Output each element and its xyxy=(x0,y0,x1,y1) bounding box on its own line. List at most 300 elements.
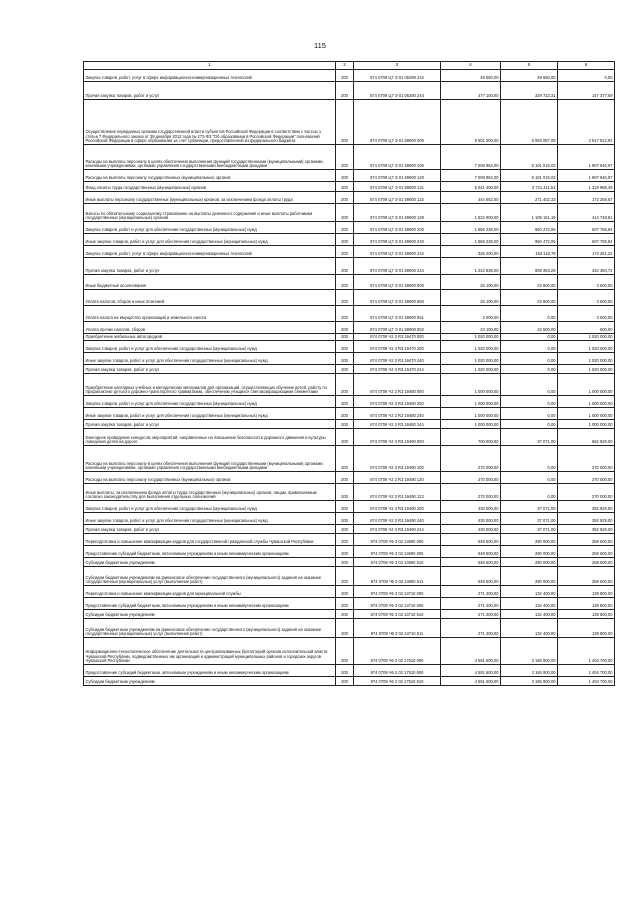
table-row xyxy=(84,638,615,665)
row-description: Расходы на выплаты персоналу в целях обеспечения выполнения функций государственными (муниципальными) органами, казенными учреждениями, органами управления государственными внебюджетными фондами xyxy=(84,145,336,170)
row-executed-amount: 3 721 411,51 xyxy=(501,182,558,192)
table-row xyxy=(84,70,615,82)
row-executed-amount: 271 402,33 xyxy=(501,192,558,204)
row-approved-amount: 4 591 600,00 xyxy=(441,677,501,686)
row-description: Приобретение мобильных автогородков xyxy=(84,334,336,341)
row-executed-amount: 0,00 xyxy=(501,408,558,420)
row-executed-amount: 808 353,28 xyxy=(501,258,558,275)
row-description: Прочая закупка товаров, работ и услуг xyxy=(84,525,336,534)
row-budget-classification-code: 874 0709 Ч2 3 R3 19480 244 xyxy=(354,420,441,429)
row-approved-amount: 7 008 962,00 xyxy=(441,170,501,182)
row-executed-amount: 0,00 xyxy=(501,446,558,472)
row-executed-amount: 0,00 xyxy=(501,472,558,484)
row-unexecuted-amount: 392 929,00 xyxy=(558,525,615,534)
row-approved-amount: 270 000,00 xyxy=(441,472,501,484)
row-approved-amount: 1 000 000,00 xyxy=(441,420,501,429)
row-approved-amount: 1 566 238,00 xyxy=(441,234,501,246)
row-code: 200 xyxy=(336,234,354,246)
row-unexecuted-amount: 1 319 988,49 xyxy=(558,182,615,192)
row-description: Предоставление субсидий бюджетным, автономным учреждениям и иным некоммерческим организациям xyxy=(84,665,336,677)
row-description: Уплата налога на имущество организаций и земельного налога xyxy=(84,306,336,322)
row-unexecuted-amount: 1 020 000,00 xyxy=(558,353,615,365)
row-code: 200 xyxy=(336,586,354,598)
row-budget-classification-code: 874 0709 Ч6 2 02 17510 600 xyxy=(354,665,441,677)
row-approved-amount: 430 000,00 xyxy=(441,501,501,513)
row-approved-amount: 2 000,00 xyxy=(441,306,501,322)
row-budget-classification-code: 874 0709 Ч6 2 02 17510 000 xyxy=(354,638,441,665)
row-code: 200 xyxy=(336,322,354,334)
row-budget-classification-code: 874 0709 Ч5 3 02 13710 610 xyxy=(354,610,441,619)
row-unexecuted-amount: 607 765,94 xyxy=(558,234,615,246)
row-budget-classification-code: 874 0709 Ц7 Э 01 59900 122 xyxy=(354,192,441,204)
row-unexecuted-amount: 600,00 xyxy=(558,322,615,334)
row-unexecuted-amount: 270 000,00 xyxy=(558,446,615,472)
row-executed-amount: 0,00 xyxy=(501,396,558,408)
row-unexecuted-amount: 258 600,00 xyxy=(558,546,615,558)
row-executed-amount: 3 186 900,00 xyxy=(501,677,558,686)
row-budget-classification-code: 874 0709 Ч2 3 R3 19470 240 xyxy=(354,353,441,365)
column-number: 1 xyxy=(84,62,336,70)
row-unexecuted-amount: 2 600,00 xyxy=(558,290,615,306)
row-approved-amount: 1 020 000,00 xyxy=(441,341,501,353)
row-budget-classification-code: 874 0709 Ц7 Э 01 59900 100 xyxy=(354,145,441,170)
row-description: Прочая закупка товаров, работ и услуг xyxy=(84,420,336,429)
table-row xyxy=(84,192,615,204)
row-executed-amount: 37 071,00 xyxy=(501,525,558,534)
row-unexecuted-amount: 392 929,00 xyxy=(558,513,615,525)
row-unexecuted-amount: 173 259,67 xyxy=(558,192,615,204)
row-approved-amount: 700 000,00 xyxy=(441,429,501,446)
row-approved-amount: 1 000 000,00 xyxy=(441,374,501,396)
row-budget-classification-code: 874 0709 Ч6 2 02 17510 610 xyxy=(354,677,441,686)
row-budget-classification-code: 874 0709 Ч2 3 R3 19480 200 xyxy=(354,396,441,408)
row-code: 200 xyxy=(336,170,354,182)
row-approved-amount: 271 200,00 xyxy=(441,586,501,598)
table-row xyxy=(84,619,615,638)
row-executed-amount: 132 400,00 xyxy=(501,586,558,598)
row-approved-amount: 25 100,00 xyxy=(441,275,501,290)
row-description: Уплата налогов, сборов и иных платежей xyxy=(84,290,336,306)
row-code: 200 xyxy=(336,334,354,341)
row-budget-classification-code: 874 0709 Ц7 Э 01 59900 800 xyxy=(354,275,441,290)
row-unexecuted-amount: 0,00 xyxy=(558,70,615,82)
row-description: Субсидии бюджетным учреждениям на финансовое обеспечение государственного (муниципального) задания на оказание государственных (муниципальных) услуг (выполнение работ) xyxy=(84,619,336,638)
row-approved-amount: 548 600,00 xyxy=(441,546,501,558)
row-executed-amount: 22 500,00 xyxy=(501,275,558,290)
row-unexecuted-amount: 258 600,00 xyxy=(558,567,615,586)
row-unexecuted-amount: 138 800,00 xyxy=(558,598,615,610)
row-executed-amount: 5 101 015,03 xyxy=(501,170,558,182)
row-description: Субсидии бюджетным учреждениям xyxy=(84,677,336,686)
column-number: 2 xyxy=(336,62,354,70)
row-description: Субсидии бюджетным учреждениям xyxy=(84,558,336,567)
row-approved-amount: 1 242 838,00 xyxy=(441,258,501,275)
table-row xyxy=(84,82,615,100)
row-approved-amount: 7 008 962,00 xyxy=(441,145,501,170)
row-description: Ежегодное проведение конкурсов, мероприятий, направленных на повышение безопасности дорожного движения и культуры поведения детей на дороге xyxy=(84,429,336,446)
row-executed-amount: 152 118,78 xyxy=(501,246,558,258)
row-approved-amount: 1 000 000,00 xyxy=(441,408,501,420)
table-row xyxy=(84,246,615,258)
row-description: Прочая закупка товаров, работ и услуг xyxy=(84,365,336,374)
row-code: 200 xyxy=(336,290,354,306)
row-executed-amount: 0,00 xyxy=(501,353,558,365)
table-row xyxy=(84,275,615,290)
row-executed-amount: 290 000,00 xyxy=(501,558,558,567)
row-approved-amount: 430 000,00 xyxy=(441,525,501,534)
row-budget-classification-code: 874 0709 Ц7 Э 01 59900 850 xyxy=(354,290,441,306)
table-row xyxy=(84,334,615,341)
row-description: Иные закупки товаров, работ и услуг для обеспечения государственных (муниципальных) нужд xyxy=(84,353,336,365)
row-code: 200 xyxy=(336,446,354,472)
row-description: Осуществление переданных органам государственной власти субъектов Российской Федерации в соответствии с частью 1 статьи 7 Федерального закона от 29 декабря 2012 года № 273-ФЗ "Об образовании в Российской Федерации" полномочий Российской Федерации в сфере образования за счет субвенции, предоставленной из федерального бюджета xyxy=(84,100,336,145)
row-description: Субсидии бюджетным учреждениям xyxy=(84,610,336,619)
row-code: 200 xyxy=(336,472,354,484)
row-budget-classification-code: 874 0709 Ц7 Э 01 59900 851 xyxy=(354,306,441,322)
row-unexecuted-amount: 1 907 946,97 xyxy=(558,145,615,170)
row-budget-classification-code: 874 0709 Ц7 Э 01 59900 244 xyxy=(354,258,441,275)
row-unexecuted-amount: 258 600,00 xyxy=(558,558,615,567)
row-code: 200 xyxy=(336,100,354,145)
row-budget-classification-code: 874 0709 Ц7 Э 01 59900 200 xyxy=(354,222,441,234)
table-row xyxy=(84,610,615,619)
row-executed-amount: 290 000,00 xyxy=(501,546,558,558)
row-unexecuted-amount: 1 907 946,97 xyxy=(558,170,615,182)
row-executed-amount: 0,00 xyxy=(501,341,558,353)
row-description: Переподготовка и повышение квалификации кадров для государственной гражданской службы Чувашской Республики xyxy=(84,534,336,546)
row-description: Прочая закупка товаров, работ и услуг xyxy=(84,258,336,275)
row-budget-classification-code: 874 0709 Ч5 3 02 13690 600 xyxy=(354,546,441,558)
row-executed-amount: 132 400,00 xyxy=(501,619,558,638)
row-description: Взносы по обязательному социальному страхованию на выплаты денежного содержания и иные выплаты работникам государственных (муниципальных) органов xyxy=(84,204,336,222)
table-row xyxy=(84,472,615,484)
row-description: Закупка товаров, работ и услуг для обеспечения государственных (муниципальных) нужд xyxy=(84,396,336,408)
table-row xyxy=(84,204,615,222)
row-approved-amount: 4 591 600,00 xyxy=(441,638,501,665)
row-unexecuted-amount: 1 020 000,00 xyxy=(558,334,615,341)
row-unexecuted-amount: 270 000,00 xyxy=(558,472,615,484)
row-description: Расходы на выплаты персоналу в целях обеспечения выполнения функций государственными (муниципальными) органами, казенными учреждениями, органами управления государственными внебюджетными фондами xyxy=(84,446,336,472)
row-executed-amount: 1 108 151,19 xyxy=(501,204,558,222)
row-unexecuted-amount: 1 000 000,00 xyxy=(558,408,615,420)
row-code: 200 xyxy=(336,353,354,365)
row-budget-classification-code: 874 0709 Ч5 3 02 13710 000 xyxy=(354,586,441,598)
row-executed-amount: 3 186 900,00 xyxy=(501,638,558,665)
table-row xyxy=(84,234,615,246)
row-budget-classification-code: 874 0709 Ч5 3 02 13690 611 xyxy=(354,567,441,586)
row-unexecuted-amount: 1 020 000,00 xyxy=(558,365,615,374)
row-approved-amount: 271 200,00 xyxy=(441,619,501,638)
row-code: 200 xyxy=(336,429,354,446)
row-description: Закупка товаров, работ и услуг для обеспечения государственных (муниципальных) нужд xyxy=(84,341,336,353)
column-number: 3 xyxy=(354,62,441,70)
row-code: 200 xyxy=(336,341,354,353)
row-code: 200 xyxy=(336,145,354,170)
row-unexecuted-amount: 392 929,00 xyxy=(558,501,615,513)
row-code: 200 xyxy=(336,484,354,501)
row-budget-classification-code: 874 0709 Ч5 3 02 13710 611 xyxy=(354,619,441,638)
row-executed-amount: 6 083 087,09 xyxy=(501,100,558,145)
row-budget-classification-code: 874 0709 Ч2 3 R3 19490 240 xyxy=(354,513,441,525)
row-code: 200 xyxy=(336,619,354,638)
row-description: Переподготовка и повышение квалификации кадров для муниципальной службы xyxy=(84,586,336,598)
table-row xyxy=(84,306,615,322)
row-approved-amount: 1 020 000,00 xyxy=(441,365,501,374)
row-budget-classification-code: 874 0709 Ц7 Э 01 59900 000 xyxy=(354,100,441,145)
row-budget-classification-code: 874 0709 Ц7 Э 01 59900 240 xyxy=(354,234,441,246)
table-row xyxy=(84,665,615,677)
table-row xyxy=(84,677,615,686)
row-description: Субсидии бюджетным учреждениям на финансовое обеспечение государственного (муниципального) задания на оказание государственных (муниципальных) услуг (выполнение работ) xyxy=(84,567,336,586)
row-code: 200 xyxy=(336,610,354,619)
row-description: Иные закупки товаров, работ и услуг для обеспечения государственных (муниципальных) нужд xyxy=(84,513,336,525)
row-description: Уплата прочих налогов, сборов xyxy=(84,322,336,334)
table-row xyxy=(84,525,615,534)
row-executed-amount: 22 500,00 xyxy=(501,322,558,334)
row-approved-amount: 1 566 238,00 xyxy=(441,222,501,234)
row-code: 200 xyxy=(336,275,354,290)
column-number-row xyxy=(84,62,615,70)
row-unexecuted-amount: 662 929,00 xyxy=(558,429,615,446)
row-budget-classification-code: 874 0709 Ч5 3 02 13710 600 xyxy=(354,598,441,610)
table-row xyxy=(84,365,615,374)
table-row xyxy=(84,484,615,501)
table-row xyxy=(84,341,615,353)
row-unexecuted-amount: 2 600,00 xyxy=(558,275,615,290)
row-executed-amount: 132 400,00 xyxy=(501,610,558,619)
row-approved-amount: 444 662,00 xyxy=(441,192,501,204)
table-row xyxy=(84,353,615,365)
row-budget-classification-code: 874 0709 Ч2 3 R3 19490 100 xyxy=(354,446,441,472)
row-budget-classification-code: 874 0709 Ч2 3 R3 19480 240 xyxy=(354,408,441,420)
row-budget-classification-code: 874 0709 Ц7 Э 01 59900 129 xyxy=(354,204,441,222)
row-unexecuted-amount: 1 000 000,00 xyxy=(558,396,615,408)
row-budget-classification-code: 874 0709 Ц7 Э 01 59900 120 xyxy=(354,170,441,182)
row-budget-classification-code: 874 0709 Ц7 Э 01 59900 852 xyxy=(354,322,441,334)
row-executed-amount: 290 000,00 xyxy=(501,534,558,546)
row-description: Иные закупки товаров, работ и услуг для обеспечения государственных (муниципальных) нужд xyxy=(84,234,336,246)
row-unexecuted-amount: 258 600,00 xyxy=(558,534,615,546)
row-approved-amount: 430 000,00 xyxy=(441,513,501,525)
table-row xyxy=(84,429,615,446)
row-executed-amount: 22 500,00 xyxy=(501,290,558,306)
table-row xyxy=(84,182,615,192)
row-unexecuted-amount: 138 800,00 xyxy=(558,586,615,598)
row-approved-amount: 548 600,00 xyxy=(441,567,501,586)
column-number: 6 xyxy=(558,62,615,70)
row-approved-amount: 49 650,00 xyxy=(441,70,501,82)
row-unexecuted-amount: 2 000,00 xyxy=(558,306,615,322)
table-row xyxy=(84,100,615,145)
column-number: 5 xyxy=(501,62,558,70)
row-budget-classification-code: 874 0709 Ч2 3 R3 19490 244 xyxy=(354,525,441,534)
table-row xyxy=(84,546,615,558)
row-description: Иные выплаты персоналу государственных (муниципальных) органов, за исключением фонда оплаты труда xyxy=(84,192,336,204)
row-unexecuted-amount: 1 000 000,00 xyxy=(558,420,615,429)
row-code: 200 xyxy=(336,567,354,586)
table-row xyxy=(84,374,615,396)
row-approved-amount: 1 000 000,00 xyxy=(441,396,501,408)
row-budget-classification-code: 874 0709 Ч2 3 R3 19480 000 xyxy=(354,374,441,396)
row-unexecuted-amount: 1 404 700,00 xyxy=(558,638,615,665)
row-budget-classification-code: 874 0709 Ч2 3 R3 19490 123 xyxy=(354,484,441,501)
row-executed-amount: 290 000,00 xyxy=(501,567,558,586)
row-executed-amount: 0,00 xyxy=(501,420,558,429)
row-executed-amount: 960 472,06 xyxy=(501,234,558,246)
row-executed-amount: 49 650,00 xyxy=(501,70,558,82)
row-description: Прочая закупка товаров, работ и услуг xyxy=(84,82,336,100)
row-code: 200 xyxy=(336,525,354,534)
row-executed-amount: 0,00 xyxy=(501,306,558,322)
row-unexecuted-amount: 2 517 912,91 xyxy=(558,100,615,145)
table-row xyxy=(84,396,615,408)
row-code: 200 xyxy=(336,70,354,82)
table-row xyxy=(84,586,615,598)
row-code: 200 xyxy=(336,638,354,665)
row-budget-classification-code: 874 0709 Ч2 3 R3 19490 200 xyxy=(354,501,441,513)
table-row xyxy=(84,501,615,513)
row-code: 200 xyxy=(336,420,354,429)
row-executed-amount: 3 186 900,00 xyxy=(501,665,558,677)
row-description: Расходы на выплаты персоналу государственных (муниципальных) органов xyxy=(84,170,336,182)
row-code: 200 xyxy=(336,677,354,686)
row-approved-amount: 271 200,00 xyxy=(441,610,501,619)
row-unexecuted-amount: 1 404 700,00 xyxy=(558,677,615,686)
row-code: 200 xyxy=(336,665,354,677)
row-unexecuted-amount: 1 000 000,00 xyxy=(558,374,615,396)
row-executed-amount: 132 400,00 xyxy=(501,598,558,610)
row-executed-amount: 960 472,06 xyxy=(501,222,558,234)
row-unexecuted-amount: 173 281,22 xyxy=(558,246,615,258)
row-executed-amount: 329 722,31 xyxy=(501,82,558,100)
row-code: 200 xyxy=(336,558,354,567)
row-approved-amount: 477 100,00 xyxy=(441,82,501,100)
row-budget-classification-code: 874 0709 Ц7 Э 01 59900 121 xyxy=(354,182,441,192)
row-budget-classification-code: 874 0709 Ч2 3 R3 19490 000 xyxy=(354,429,441,446)
row-budget-classification-code: 874 0709 Ч5 3 02 13690 610 xyxy=(354,558,441,567)
budget-table xyxy=(83,61,615,686)
row-code: 200 xyxy=(336,82,354,100)
row-approved-amount: 1 020 000,00 xyxy=(441,334,501,341)
row-description: Закупка товаров, работ, услуг в сфере информационно-коммуникационных технологий xyxy=(84,246,336,258)
row-approved-amount: 1 522 900,00 xyxy=(441,204,501,222)
row-executed-amount: 5 101 015,03 xyxy=(501,145,558,170)
table-row xyxy=(84,420,615,429)
row-budget-classification-code: 874 0709 Ч5 3 02 13690 000 xyxy=(354,534,441,546)
row-description: Предоставление субсидий бюджетным, автономным учреждениям и иным некоммерческим организациям xyxy=(84,546,336,558)
row-approved-amount: 4 591 600,00 xyxy=(441,665,501,677)
row-code: 200 xyxy=(336,546,354,558)
row-unexecuted-amount: 1 404 700,00 xyxy=(558,665,615,677)
row-approved-amount: 271 200,00 xyxy=(441,598,501,610)
row-unexecuted-amount: 1 020 000,00 xyxy=(558,341,615,353)
row-description: Иные выплаты, за исключением фонда оплаты труда государственных (муниципальных) органов, лицам, привлекаемым согласно законодательству для выполнения отдельных полномочий xyxy=(84,484,336,501)
row-code: 200 xyxy=(336,365,354,374)
row-approved-amount: 1 020 000,00 xyxy=(441,353,501,365)
row-code: 200 xyxy=(336,374,354,396)
row-unexecuted-amount: 138 800,00 xyxy=(558,610,615,619)
row-code: 200 xyxy=(336,246,354,258)
table-row xyxy=(84,446,615,472)
row-approved-amount: 5 041 400,00 xyxy=(441,182,501,192)
row-description: Закупка товаров, работ и услуг для обеспечения государственных (муниципальных) нужд xyxy=(84,222,336,234)
row-code: 200 xyxy=(336,306,354,322)
column-number: 4 xyxy=(441,62,501,70)
row-approved-amount: 270 000,00 xyxy=(441,446,501,472)
row-description: Расходы на выплаты персоналу государственных (муниципальных) органов xyxy=(84,472,336,484)
row-executed-amount: 37 071,00 xyxy=(501,429,558,446)
row-description: Фонд оплаты труда государственных (муниципальных) органов xyxy=(84,182,336,192)
row-description: Закупка товаров, работ, услуг в сфере информационно-коммуникационных технологий xyxy=(84,70,336,82)
row-executed-amount: 37 071,00 xyxy=(501,501,558,513)
row-description: Иные закупки товаров, работ и услуг для обеспечения государственных (муниципальных) нужд xyxy=(84,408,336,420)
row-description: Закупка товаров, работ и услуг для обеспечения государственных (муниципальных) нужд xyxy=(84,501,336,513)
row-budget-classification-code: 874 0709 Ц7 Э 01 59900 242 xyxy=(354,246,441,258)
row-code: 200 xyxy=(336,598,354,610)
row-unexecuted-amount: 434 484,72 xyxy=(558,258,615,275)
row-budget-classification-code: 874 0709 Ч2 3 R3 19470 244 xyxy=(354,365,441,374)
table-row xyxy=(84,322,615,334)
table-row xyxy=(84,513,615,525)
row-executed-amount: 37 071,00 xyxy=(501,513,558,525)
table-row xyxy=(84,534,615,546)
table-row xyxy=(84,598,615,610)
table-row xyxy=(84,290,615,306)
table-row xyxy=(84,567,615,586)
row-approved-amount: 548 600,00 xyxy=(441,558,501,567)
row-budget-classification-code: 874 0709 Ч2 3 R3 19490 120 xyxy=(354,472,441,484)
row-budget-classification-code: 874 0709 Ц7 Э 01 06280 242 xyxy=(354,70,441,82)
table-row xyxy=(84,170,615,182)
row-code: 200 xyxy=(336,258,354,275)
row-unexecuted-amount: 607 765,94 xyxy=(558,222,615,234)
row-approved-amount: 23 100,00 xyxy=(441,322,501,334)
row-approved-amount: 548 600,00 xyxy=(441,534,501,546)
row-executed-amount: 0,00 xyxy=(501,334,558,341)
row-code: 200 xyxy=(336,182,354,192)
row-approved-amount: 270 000,00 xyxy=(441,484,501,501)
row-budget-classification-code: 874 0709 Ч2 3 R3 19470 000 xyxy=(354,334,441,341)
row-approved-amount: 8 601 000,00 xyxy=(441,100,501,145)
row-code: 200 xyxy=(336,192,354,204)
table-row xyxy=(84,145,615,170)
row-code: 200 xyxy=(336,501,354,513)
row-description: Предоставление субсидий бюджетным, автономным учреждениям и иным некоммерческим организациям xyxy=(84,598,336,610)
table-row xyxy=(84,558,615,567)
row-executed-amount: 0,00 xyxy=(501,484,558,501)
table-row xyxy=(84,222,615,234)
row-description: Приобретение наглядных учебных и методических материалов для организаций, осуществляющих обучение детей, работу по профилактике детского дорожно-транспортного травматизма, обеспечению учащихся световозвращающими элементами xyxy=(84,374,336,396)
row-code: 200 xyxy=(336,222,354,234)
table-row xyxy=(84,258,615,275)
row-unexecuted-amount: 270 000,00 xyxy=(558,484,615,501)
row-code: 200 xyxy=(336,408,354,420)
row-code: 200 xyxy=(336,534,354,546)
row-code: 200 xyxy=(336,396,354,408)
row-unexecuted-amount: 147 377,69 xyxy=(558,82,615,100)
row-description: Информационно-технологическое обеспечение деятельности централизованных бухгалтерий органов исполнительной власти Чувашской Республики, подведомственных им организаций и администраций муниципальных районов и городских округов Чувашской Республики xyxy=(84,638,336,665)
row-approved-amount: 25 100,00 xyxy=(441,290,501,306)
row-budget-classification-code: 874 0709 Ц7 Э 01 06280 244 xyxy=(354,82,441,100)
row-unexecuted-amount: 414 748,81 xyxy=(558,204,615,222)
row-code: 200 xyxy=(336,513,354,525)
row-executed-amount: 0,00 xyxy=(501,365,558,374)
table-row xyxy=(84,408,615,420)
row-description: Иные бюджетные ассигнования xyxy=(84,275,336,290)
row-approved-amount: 325 400,00 xyxy=(441,246,501,258)
row-budget-classification-code: 874 0709 Ч2 3 R3 19470 200 xyxy=(354,341,441,353)
row-code: 200 xyxy=(336,204,354,222)
